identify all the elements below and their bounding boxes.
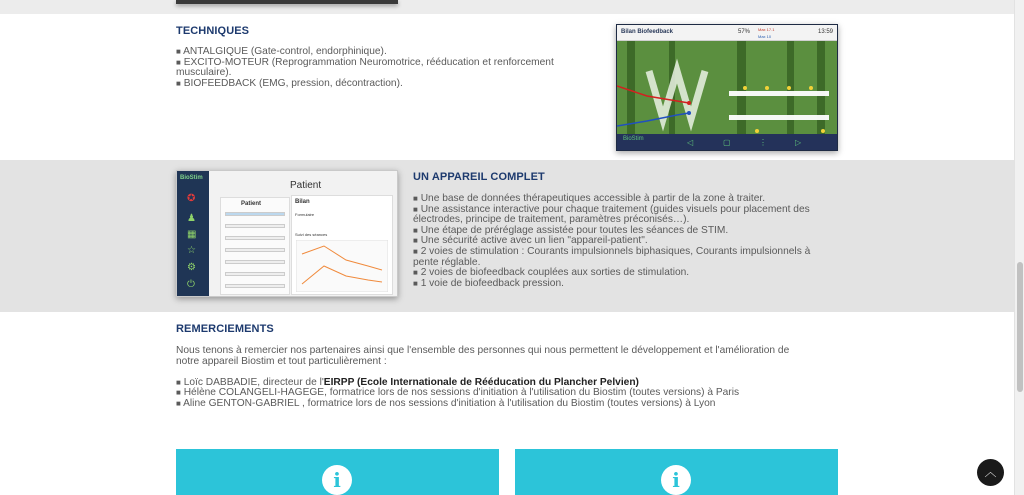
bilan-section-2: Suivi des séances (295, 232, 328, 237)
previous-screenshot-edge (176, 0, 398, 4)
bio-scene-art (617, 41, 838, 134)
bio-bottombar (617, 134, 838, 151)
patient-sidebar (177, 171, 209, 297)
list-item: ■ ANTALGIQUE (Gate-control, endorphinique). (176, 46, 387, 57)
patient-screenshot (176, 170, 398, 297)
bio-legend-blue: Max 10 (758, 34, 772, 39)
form-field (225, 284, 285, 288)
form-field (225, 224, 285, 228)
body-icon: ✪ (187, 193, 196, 204)
eirpp-link[interactable]: EIRPP (Ecole Internationale de Rééducation du Plancher Pelvien) (323, 376, 639, 388)
menu-icon: ⋮ (759, 138, 767, 147)
info-icon: i (322, 465, 352, 495)
bio-game-scene (617, 41, 838, 134)
list-item: ■ Hélène COLANGELI-HAGEGE, formatrice lors de nos sessions d'initiation à l'utilisation du Biostim (toutes versions) à Paris (176, 387, 740, 399)
list-item-continued: électrodes, principe de traitement, paramètres préconisés…). (413, 214, 690, 226)
bio-logo: BioStim (623, 136, 644, 142)
appareil-title: UN APPAREIL COMPLET (413, 171, 545, 183)
form-field (225, 212, 285, 216)
scroll-to-top-button[interactable] (977, 459, 1004, 486)
list-item: ■ 2 voies de biofeedback couplées aux sorties de stimulation. (413, 267, 690, 279)
info-icon: i (661, 465, 691, 495)
list-item: ■ EXCITO-MOTEUR (Reprogrammation Neuromotrice, rééducation et renforcement (176, 56, 554, 68)
techniques-title: TECHNIQUES (176, 25, 250, 37)
bio-legend-red: Max 17.1 (758, 27, 775, 32)
list-item: ■ Aline GENTON-GABRIEL , formatrice lors de nos sessions d'initiation à l'utilisation du Biostim (toutes versions) à Lyon (176, 397, 716, 409)
remerciements-intro-continued: notre appareil Biostim et tout particulièrement : (176, 355, 387, 367)
biofeedback-screenshot (616, 24, 838, 151)
patient-icon: ♟ (187, 213, 196, 224)
bio-title: Bilan Biofeedback (621, 29, 674, 35)
list-item: ■ 2 voies de stimulation : Courants impulsionnels biphasiques, Courants impulsionnels à (413, 245, 811, 257)
remerciements-intro: Nous tenons à remercier nos partenaires ainsi que l'ensemble des personnes qui nous permettent le développement et l'amélioration de (176, 345, 790, 356)
star-icon: ☆ (187, 245, 196, 256)
power-icon: ⏻ (187, 279, 195, 290)
remerciements-text (176, 346, 846, 410)
bio-percent: 57% (738, 29, 751, 35)
play-icon: ▷ (795, 138, 802, 147)
list-item: ■ Une base de données thérapeutiques accessible à partir de la zone à traiter. (413, 193, 766, 204)
patient-form-title: Patient (241, 201, 262, 207)
list-item: ■ Une assistance interactive pour chaque traitement (guides visuels pour placement des (413, 203, 810, 215)
bilan-panel (291, 195, 393, 295)
form-field (225, 260, 285, 264)
list-item: ■ BIOFEEDBACK (EMG, pression, décontraction). (176, 77, 403, 89)
patient-logo: BioStim (180, 175, 203, 181)
list-item: ■ Une sécurité active avec un lien "appareil-patient". (413, 235, 648, 247)
patient-heading: Patient (290, 180, 322, 191)
patient-form (220, 197, 290, 295)
list-item: ■ Loïc DABBADIE, directeur de l'EIRPP (Ecole Internationale de Rééducation du Plancher Pelvien) (176, 376, 639, 388)
remerciements-title: REMERCIEMENTS (176, 323, 274, 335)
list-item: ■ Une étape de préréglage assistée pour toutes les séances de STIM. (413, 224, 729, 236)
calendar-icon: ▦ (187, 229, 197, 240)
top-strip (0, 0, 1014, 14)
list-item-continued: pente réglable. (413, 256, 481, 268)
info-box-right[interactable] (515, 449, 838, 495)
bio-clock: 13:59 (818, 29, 834, 35)
list-item-continued: musculaire). (176, 67, 232, 79)
chevron-up-icon: ︿ (984, 465, 997, 479)
form-field (225, 248, 285, 252)
appareil-list (413, 194, 843, 289)
bio-topbar (617, 25, 838, 41)
bilan-title: Bilan (295, 199, 310, 205)
page-scrollbar[interactable] (1014, 0, 1024, 495)
techniques-list (176, 47, 596, 89)
form-field (225, 236, 285, 240)
bilan-chart (296, 240, 388, 292)
bilan-section-1: Formulaire (295, 212, 315, 217)
list-item: ■ 1 voie de biofeedback pression. (413, 277, 564, 289)
gear-icon: ⚙ (187, 262, 196, 273)
scrollbar-thumb[interactable] (1017, 262, 1023, 392)
back-icon: ◁ (687, 138, 694, 147)
form-field (225, 272, 285, 276)
home-icon: ▢ (723, 138, 731, 147)
info-box-left[interactable] (176, 449, 499, 495)
